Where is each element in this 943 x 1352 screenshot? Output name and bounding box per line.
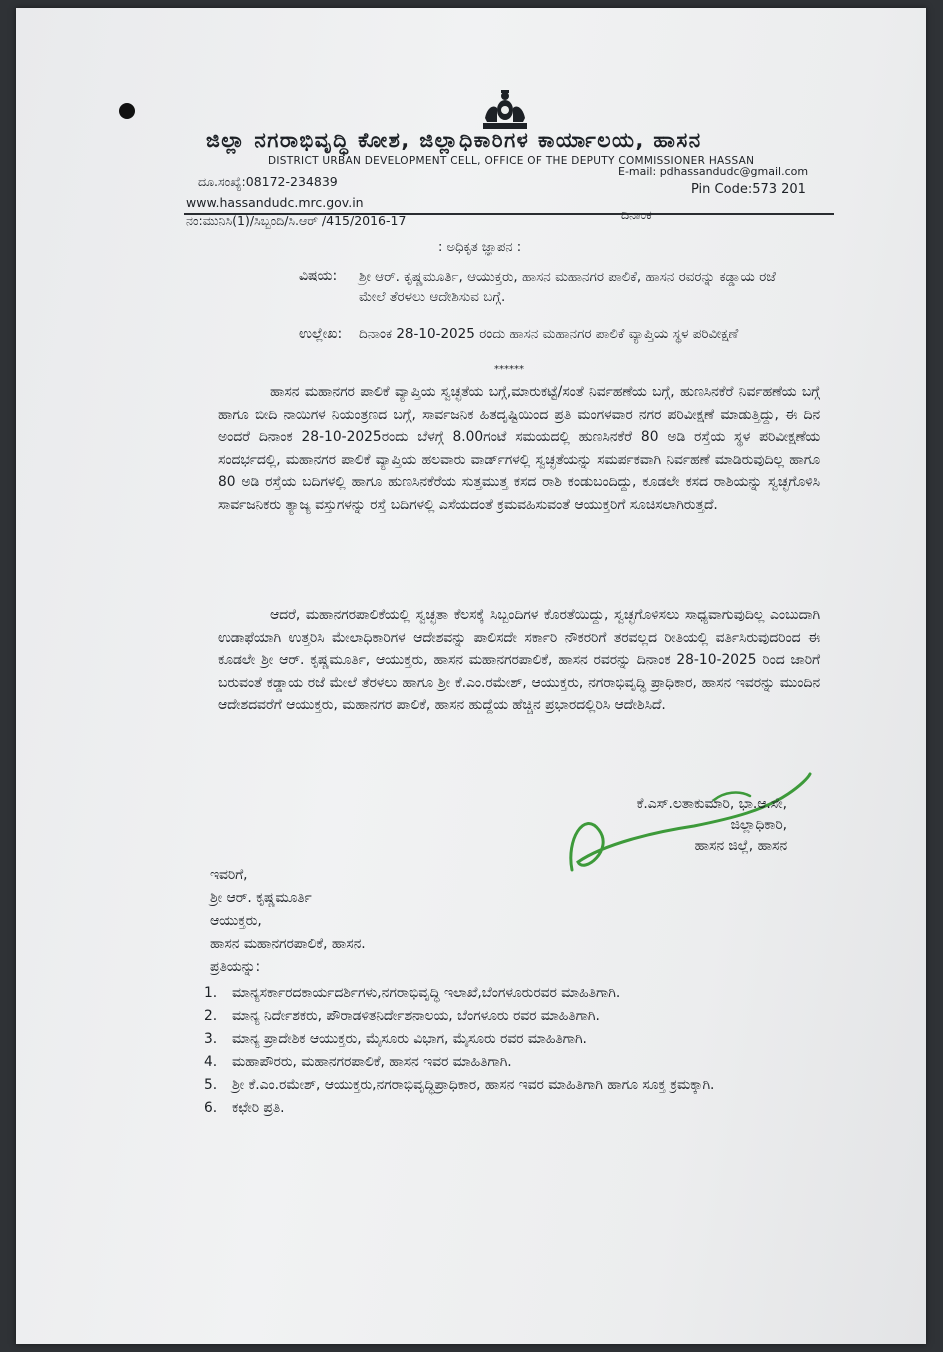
list-text: ಮಹಾಪೌರರು, ಮಹಾನಗರಪಾಲಿಕೆ, ಹಾಸನ ಇವರ ಮಾಹಿತಿಗಾಗಿ. (232, 1054, 512, 1070)
email-address: E-mail: pdhassandudc@gmail.com (618, 165, 809, 178)
office-name-english: DISTRICT URBAN DEVELOPMENT CELL, OFFICE OF THE DEPUTY COMMISSIONER HASSAN (268, 155, 755, 167)
list-text: ಮಾನ್ಯಸರ್ಕಾರದಕಾರ್ಯದರ್ಶಿಗಳು,ನಗರಾಭಿವೃದ್ಧಿ ಇಲಾಖೆ,ಬೆಂಗಳೂರುರವರ ಮಾಹಿತಿಗಾಗಿ. (232, 985, 621, 1001)
addressee-block (210, 864, 366, 979)
signatory-district: ಹಾಸನ ಜಿಲ್ಲೆ, ಹಾಸನ (694, 838, 787, 854)
body-paragraph-2: ಆದರೆ, ಮಹಾನಗರಪಾಲಿಕೆಯಲ್ಲಿ ಸ್ವಚ್ಛತಾ ಕೆಲಸಕ್ಕೆ ಸಿಬ್ಬಂದಿಗಳ ಕೊರತೆಯಿದ್ದು, ಸ್ವಚ್ಛಗೊಳಿಸಲು ಸಾಧ್ಯವಾಗುವುದಿಲ್ಲ ಎಂಬುದಾಗಿ ಉಡಾಫೆಯಾಗಿ ಉತ್ತರಿಸಿ ಮೇಲಾಧಿಕಾರಿಗಳ ಆದೇಶವನ್ನು ಪಾಲಿಸದೇ ಸರ್ಕಾರಿ ನೌಕರರಿಗೆ ತರವಲ್ಲದ ರೀತಿಯಲ್ಲಿ ವರ್ತಿಸಿರುವುದರಿಂದ ಈ ಕೂಡಲೇ ಶ್ರೀ ಆರ್. ಕೃಷ್ಣಮೂರ್ತಿ, ಆಯುಕ್ತರು, ಹಾಸನ ಮಹಾನಗರಪಾಲಿಕೆ, ಹಾಸನ ರವರನ್ನು ದಿನಾಂಕ 28-10-2025 ರಿಂದ ಜಾರಿಗೆ ಬರುವಂತೆ ಕಡ್ಡಾಯ ರಜೆ ಮೇಲೆ ತೆರಳಲು ಹಾಗೂ ಶ್ರೀ ಕೆ.ಎಂ.ರಮೇಶ್, ಆಯುಕ್ತರು, ನಗರಾಭಿವೃದ್ಧಿ ಪ್ರಾಧಿಕಾರ, ಹಾಸನ ಇವರನ್ನು ಮುಂದಿನ ಆದೇಶದವರೆಗೆ ಆಯುಕ್ತರು, ಮಹಾನಗರ ಪಾಲಿಕೆ, ಹಾಸನ ಹುದ್ದೆಯ ಹೆಚ್ಚಿನ ಪ್ರಭಾರದಲ್ಲಿರಿಸಿ ಆದೇಶಿಸಿದೆ. (218, 607, 820, 713)
punch-hole (119, 103, 135, 119)
list-item (204, 1051, 844, 1074)
separator: ****** (494, 364, 524, 375)
signatory-block (601, 794, 787, 857)
list-text: ಮಾನ್ಯ ನಿರ್ದೇಶಕರು, ಪೌರಾಡಳಿತನಿರ್ದೇಶನಾಲಯ, ಬೆಂಗಳೂರು ರವರ ಮಾಹಿತಿಗಾಗಿ. (232, 1008, 600, 1024)
document-page (16, 8, 926, 1344)
list-item (204, 982, 844, 1005)
list-item (204, 1028, 844, 1051)
office-name-kannada: ಜಿಲ್ಲಾ ನಗರಾಭಿವೃದ್ಧಿ ಕೋಶ, ಜಿಲ್ಲಾಧಿಕಾರಿಗಳ ಕಾರ್ಯಾಲಯ, ಹಾಸನ (206, 128, 702, 152)
list-number: 5. (204, 1077, 218, 1093)
reference-text: ದಿನಾಂಕ 28-10-2025 ರಂದು ಹಾಸನ ಮಹಾನಗರ ಪಾಲಿಕೆ ವ್ಯಾಪ್ತಿಯ ಸ್ಥಳ ಪರಿವೀಕ್ಷಣೆ (359, 326, 739, 342)
pin-code: Pin Code:573 201 (691, 182, 806, 197)
reference-number: ನಂ:ಮುನಿಸಿ(1)/ಸಿಬ್ಬಂದಿ/ಸಿ.ಆರ್ /415/2016-17 (186, 213, 407, 228)
copies-list (204, 982, 844, 1120)
list-text: ಕಛೇರಿ ಪ್ರತಿ. (232, 1100, 285, 1116)
addressee-name: ಶ್ರೀ ಆರ್. ಕೃಷ್ಣಮೂರ್ತಿ (210, 890, 312, 906)
addressee-to-label: ಇವರಿಗೆ, (210, 867, 248, 883)
signatory-designation: ಜಿಲ್ಲಾಧಿಕಾರಿ, (730, 817, 787, 833)
list-number: 2. (204, 1008, 218, 1024)
list-item (204, 1005, 844, 1028)
subject-text: ಶ್ರೀ ಆರ್. ಕೃಷ್ಣಮೂರ್ತಿ, ಆಯುಕ್ತರು, ಹಾಸನ ಮಹಾನಗರ ಪಾಲಿಕೆ, ಹಾಸನ ರವರನ್ನು ಕಡ್ಡಾಯ ರಜೆ ಮೇಲೆ ತೆರಳಲು ಆದೇಶಿಸುವ ಬಗ್ಗೆ. (359, 269, 776, 305)
body-paragraph-1: ಹಾಸನ ಮಹಾನಗರ ಪಾಲಿಕೆ ವ್ಯಾಪ್ತಿಯ ಸ್ವಚ್ಛತೆಯ ಬಗ್ಗೆ,ಮಾರುಕಟ್ಟೆ/ಸಂತೆ ನಿರ್ವಹಣೆಯ ಬಗ್ಗೆ, ಹುಣಸಿನಕೆರೆ ನಿರ್ವಹಣೆಯ ಬಗ್ಗೆ ಹಾಗೂ ಬೀದಿ ನಾಯಿಗಳ ನಿಯಂತ್ರಣದ ಬಗ್ಗೆ, ಸಾರ್ವಜನಿಕ ಹಿತದೃಷ್ಟಿಯಿಂದ ಪ್ರತಿ ಮಂಗಳವಾರ ನಗರ ಪರಿವೀಕ್ಷಣೆ ಮಾಡುತ್ತಿದ್ದು, ಈ ದಿನ ಅಂದರೆ ದಿನಾಂಕ 28-10-2025ರಂದು ಬೆಳಗ್ಗೆ 8.00ಗಂಟೆ ಸಮಯದಲ್ಲಿ ಹುಣಸಿನಕೆರೆ 80 ಅಡಿ ರಸ್ತೆಯ ಸ್ಥಳ ಪರಿವೀಕ್ಷಣೆಯ ಸಂದರ್ಭದಲ್ಲಿ, ಮಹಾನಗರ ಪಾಲಿಕೆ ವ್ಯಾಪ್ತಿಯ ಹಲವಾರು ವಾರ್ಡ್‌ಗಳಲ್ಲಿ ಸ್ವಚ್ಛತೆಯನ್ನು ಸಮರ್ಪಕವಾಗಿ ನಿರ್ವಹಣೆ ಮಾಡಿರುವುದಿಲ್ಲ ಹಾಗೂ 80 ಅಡಿ ರಸ್ತೆಯ ಬದಿಗಳಲ್ಲಿ ಹಾಗೂ ಹುಣಸಿನಕೆರೆಯ ಸುತ್ತಮುತ್ತ ಕಸದ ರಾಶಿ ಕಂಡುಬಂದಿದ್ದು, ಕೂಡಲೇ ಕಸದ ರಾಶಿಯನ್ನು ಸ್ವಚ್ಛಗೊಳಿಸಿ ಸಾರ್ವಜನಿಕರು ತ್ಯಾಜ್ಯ ವಸ್ತುಗಳನ್ನು ರಸ್ತೆ ಬದಿಗಳಲ್ಲಿ ಎಸೆಯದಂತೆ ಕ್ರಮವಹಿಸುವಂತೆ ಆಯುಕ್ತರಿಗೆ ಸೂಚಿಸಲಾಗಿರುತ್ತದೆ. (218, 384, 820, 513)
list-text: ಮಾನ್ಯ ಪ್ರಾದೇಶಿಕ ಆಯುಕ್ತರು, ಮೈಸೂರು ವಿಭಾಗ, ಮೈಸೂರು ರವರ ಮಾಹಿತಿಗಾಗಿ. (232, 1031, 587, 1047)
subject-label: ವಿಷಯ: (299, 268, 338, 284)
phone-number: ದೂ.ಸಂಖ್ಯೆ:08172-234839 (198, 174, 338, 189)
list-number: 3. (204, 1031, 218, 1047)
addressee-office: ಹಾಸನ ಮಹಾನಗರಪಾಲಿಕೆ, ಹಾಸನ. (210, 936, 366, 952)
list-number: 1. (204, 985, 218, 1001)
list-number: 6. (204, 1100, 218, 1116)
copies-label: ಪ್ರತಿಯನ್ನು: (210, 959, 261, 975)
list-item (204, 1097, 844, 1120)
list-item (204, 1074, 844, 1097)
signatory-name: ಕೆ.ಎಸ್.ಲತಾಕುಮಾರಿ, ಭಾ.ಆ.ಸೇ, (636, 796, 787, 812)
date-label: ದಿನಾಂಕ (621, 207, 652, 222)
list-number: 4. (204, 1054, 218, 1070)
list-text: ಶ್ರೀ ಕೆ.ಎಂ.ರಮೇಶ್, ಆಯುಕ್ತರು,ನಗರಾಭಿವೃದ್ಧಿಪ್ರಾಧಿಕಾರ, ಹಾಸನ ಇವರ ಮಾಹಿತಿಗಾಗಿ ಹಾಗೂ ಸೂಕ್ತ ಕ್ರಮಕ್ಕಾಗಿ. (232, 1077, 715, 1093)
addressee-designation: ಆಯುಕ್ತರು, (210, 913, 262, 929)
order-title: : ಅಧಿಕೃತ ಜ್ಞಾಪನ : (438, 240, 522, 255)
website-url: www.hassandudc.mrc.gov.in (186, 195, 364, 210)
reference-label: ಉಲ್ಲೇಖ: (299, 326, 343, 342)
